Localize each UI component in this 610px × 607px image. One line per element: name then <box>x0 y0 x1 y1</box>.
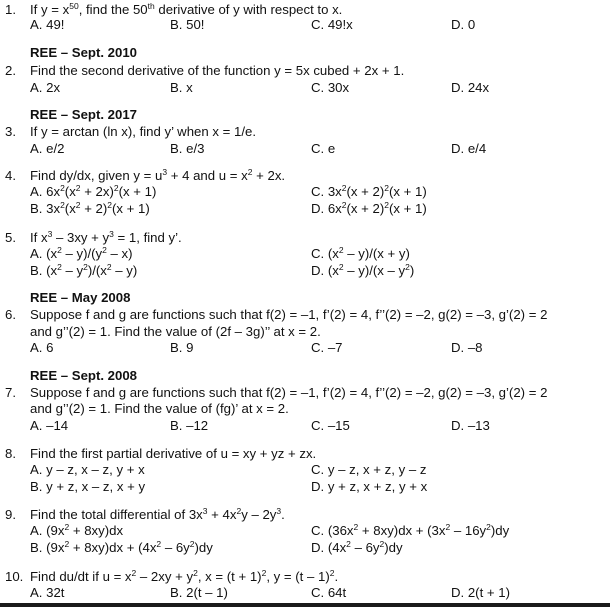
answer-option-a <box>30 141 64 156</box>
superscript: 2 <box>64 539 70 549</box>
answer-option-c <box>311 141 335 156</box>
answer-option-c <box>311 523 509 538</box>
exam-source-heading: REE – May 2008 <box>30 290 131 305</box>
text-run: (x + 1) <box>118 184 157 199</box>
text-run: – 6y <box>161 540 190 555</box>
text-run: – 3xy + y <box>52 230 110 245</box>
superscript: 2 <box>189 539 195 549</box>
text-run: and g’’(2) = 1. Find the value of (2f – 3g)’’ at x = 2. <box>30 324 321 339</box>
answer-option-c <box>311 80 349 95</box>
question-stem <box>30 168 285 183</box>
text-run: (x + 2) <box>346 201 385 216</box>
text-run: – y)/(y <box>61 246 103 261</box>
text-run: )dy <box>490 523 510 538</box>
answer-option-c <box>311 184 427 199</box>
answer-option-b <box>170 141 204 156</box>
text-run: A. 6x <box>30 184 61 199</box>
superscript: 2 <box>384 183 389 193</box>
text-run: B. x <box>170 80 193 95</box>
answer-option-d <box>451 80 489 95</box>
question-stem <box>30 507 285 522</box>
question-number: 2. <box>5 63 16 78</box>
text-run: B. e/3 <box>170 141 205 156</box>
answer-option-b <box>30 540 213 555</box>
answer-option-a <box>30 246 133 261</box>
text-run: D. 2(t + 1) <box>451 585 510 600</box>
answer-option-c <box>311 462 426 477</box>
superscript: 2 <box>379 539 385 549</box>
superscript: 2 <box>486 522 491 532</box>
text-run: D. –8 <box>451 340 483 355</box>
text-run: C. 30x <box>311 80 350 95</box>
superscript: 2 <box>106 262 112 272</box>
text-run: A. –14 <box>30 418 69 433</box>
text-run: C. y – z, x + z, y – z <box>311 462 427 477</box>
text-run: B. 2(t – 1) <box>170 585 228 600</box>
superscript: 3 <box>276 506 282 516</box>
superscript: 3 <box>47 229 53 239</box>
superscript: 2 <box>60 183 65 193</box>
question-stem <box>30 63 404 78</box>
text-run: D. –13 <box>451 418 490 433</box>
exam-source-heading: REE – Sept. 2008 <box>30 368 138 383</box>
text-run: C. e <box>311 141 336 156</box>
text-run: (x <box>64 184 76 199</box>
text-run: + 2x. <box>252 168 286 183</box>
superscript: 2 <box>193 568 198 578</box>
text-run: D. y + z, x + z, y + x <box>311 479 428 494</box>
superscript: 2 <box>341 183 347 193</box>
superscript: 3 <box>162 167 168 177</box>
superscript: 3 <box>202 506 208 516</box>
text-run: B. 9 <box>170 340 194 355</box>
text-run: , y = (t – 1) <box>266 569 330 584</box>
text-run: Suppose f and g are functions such that f(2) = –1, f’(2) = 4, f’’(2) = –2, g(2) = –3, g’(2) = 2 <box>30 385 548 400</box>
text-run: D. (4x <box>311 540 347 555</box>
question-stem <box>30 2 342 17</box>
answer-option-b <box>30 201 150 216</box>
text-run: – y) <box>111 263 138 278</box>
text-run: (x + 1) <box>389 201 427 216</box>
answer-option-b <box>30 479 145 494</box>
answer-option-b <box>170 80 193 95</box>
text-run: (x + 1) <box>112 201 150 216</box>
superscript: 2 <box>113 183 119 193</box>
text-run: . <box>281 507 285 522</box>
text-run: , find the 50 <box>78 2 148 17</box>
answer-option-a <box>30 462 145 477</box>
question-stem <box>30 230 182 245</box>
text-run: Find du/dt if u = x <box>30 569 132 584</box>
text-run: – 2xy + y <box>136 569 194 584</box>
text-run: A. e/2 <box>30 141 65 156</box>
text-run: C. –15 <box>311 418 350 433</box>
text-run: C. 64t <box>311 585 347 600</box>
superscript: 2 <box>338 245 344 255</box>
text-run: D. (x <box>311 263 339 278</box>
answer-option-a <box>30 80 60 95</box>
text-run: + 8xy)dx <box>69 523 124 538</box>
text-run: + 4 and u = x <box>167 168 248 183</box>
superscript: 2 <box>64 522 70 532</box>
answer-option-d <box>451 141 486 156</box>
superscript: 2 <box>75 183 81 193</box>
question-stem-continued <box>30 401 289 416</box>
text-run: – x) <box>106 246 133 261</box>
question-stem <box>30 307 547 322</box>
answer-option-a <box>30 523 123 538</box>
text-run: B. 3x <box>30 201 61 216</box>
question-number: 3. <box>5 124 16 139</box>
answer-option-d <box>311 263 414 278</box>
answer-option-c <box>311 340 343 355</box>
superscript: 2 <box>60 200 65 210</box>
superscript: 2 <box>83 262 88 272</box>
text-run: – y)/(x + y) <box>343 246 410 261</box>
text-run: B. (9x <box>30 540 65 555</box>
text-run: (x + 2) <box>346 184 385 199</box>
superscript: 2 <box>445 522 451 532</box>
superscript: 50 <box>69 1 79 11</box>
text-run: – y)/(x – y <box>343 263 406 278</box>
text-run: )dy <box>194 540 213 555</box>
text-run: + 2) <box>80 201 108 216</box>
text-run: Suppose f and g are functions such that f(2) = –1, f’(2) = 4, f’’(2) = –2, g(2) = –3, g’(2) = 2 <box>30 307 548 322</box>
text-run: If x <box>30 230 48 245</box>
text-run: A. 6 <box>30 340 54 355</box>
text-run: )/(x <box>87 263 107 278</box>
text-run: + 8xy)dx + (3x <box>358 523 446 538</box>
exam-source-heading: REE – Sept. 2010 <box>30 45 138 60</box>
text-run: , x = (t + 1) <box>197 569 262 584</box>
answer-option-a <box>30 418 68 433</box>
bottom-border <box>0 603 610 607</box>
text-run: If y = x <box>30 2 70 17</box>
question-number: 10. <box>5 569 24 584</box>
exam-source-heading: REE – Sept. 2017 <box>30 107 138 122</box>
text-run: = 1, find y’. <box>113 230 182 245</box>
answer-option-d <box>451 585 510 600</box>
superscript: 2 <box>102 245 107 255</box>
superscript: 2 <box>338 262 344 272</box>
question-number: 4. <box>5 168 16 183</box>
superscript: 3 <box>109 229 114 239</box>
text-run: ) <box>409 263 415 278</box>
superscript: 2 <box>156 539 162 549</box>
text-run: )dy <box>384 540 403 555</box>
text-run: A. (x <box>30 246 58 261</box>
text-run: Find the second derivative of the function y = 5x cubed + 2x + 1. <box>30 63 405 78</box>
text-run: Find the total differential of 3x <box>30 507 203 522</box>
answer-option-b <box>170 340 193 355</box>
text-run: B. y + z, x – z, x + y <box>30 479 146 494</box>
answer-option-d <box>311 540 403 555</box>
answer-option-c <box>311 418 350 433</box>
text-run: C. (x <box>311 246 339 261</box>
answer-option-a <box>30 585 64 600</box>
question-number: 9. <box>5 507 16 522</box>
text-run: B. –12 <box>170 418 209 433</box>
text-run: C. 49!x <box>311 17 353 32</box>
superscript: 2 <box>236 506 242 516</box>
answer-option-c <box>311 246 410 261</box>
answer-option-d <box>451 17 475 32</box>
text-run: B. 50! <box>170 17 205 32</box>
answer-option-b <box>170 17 204 32</box>
text-run: + 4x <box>207 507 237 522</box>
superscript: 2 <box>341 200 347 210</box>
question-number: 8. <box>5 446 16 461</box>
answer-option-b <box>30 263 137 278</box>
text-run: A. 2x <box>30 80 61 95</box>
text-run: D. 6x <box>311 201 342 216</box>
text-run: – y <box>61 263 84 278</box>
question-stem <box>30 446 316 461</box>
superscript: 2 <box>247 167 253 177</box>
superscript: 2 <box>131 568 137 578</box>
text-run: D. 0 <box>451 17 476 32</box>
answer-option-c <box>311 585 346 600</box>
text-run: If y = arctan (ln x), find y’ when x = 1/e. <box>30 124 256 139</box>
answer-option-d <box>451 418 490 433</box>
text-run: (x + 1) <box>389 184 427 199</box>
answer-option-c <box>311 17 353 32</box>
superscript: 2 <box>353 522 359 532</box>
answer-option-d <box>311 201 427 216</box>
answer-option-a <box>30 17 64 32</box>
question-stem-continued <box>30 324 321 339</box>
text-run: D. e/4 <box>451 141 487 156</box>
question-stem <box>30 385 547 400</box>
text-run: C. (36x <box>311 523 354 538</box>
question-number: 5. <box>5 230 16 245</box>
superscript: 2 <box>405 262 410 272</box>
text-run: A. 49! <box>30 17 65 32</box>
text-run: D. 24x <box>451 80 490 95</box>
text-run: Find dy/dx, given y = u <box>30 168 163 183</box>
question-number: 7. <box>5 385 16 400</box>
question-stem <box>30 569 338 584</box>
answer-option-b <box>170 418 208 433</box>
text-run: A. y – z, x – z, y + x <box>30 462 145 477</box>
answer-option-d <box>311 479 427 494</box>
superscript: 2 <box>346 539 351 549</box>
superscript: th <box>147 1 155 11</box>
question-number: 1. <box>5 2 16 17</box>
superscript: 2 <box>75 200 81 210</box>
text-run: C. –7 <box>311 340 343 355</box>
answer-option-a <box>30 340 53 355</box>
superscript: 2 <box>57 245 62 255</box>
text-run: A. (9x <box>30 523 65 538</box>
answer-option-b <box>170 585 228 600</box>
superscript: 2 <box>384 200 389 210</box>
text-run: A. 32t <box>30 585 65 600</box>
superscript: 2 <box>261 568 267 578</box>
question-stem <box>30 124 256 139</box>
answer-option-d <box>451 340 483 355</box>
text-run: and g’’(2) = 1. Find the value of (fg)’ at x = 2. <box>30 401 289 416</box>
superscript: 2 <box>57 262 62 272</box>
superscript: 2 <box>329 568 335 578</box>
text-run: + 8xy)dx + (4x <box>69 540 157 555</box>
question-number: 6. <box>5 307 16 322</box>
text-run: (x <box>64 201 76 216</box>
text-run: + 2x) <box>80 184 114 199</box>
text-run: y – 2y <box>241 507 277 522</box>
text-run: Find the first partial derivative of u = xy + yz + zx. <box>30 446 317 461</box>
text-run: – 16y <box>450 523 487 538</box>
superscript: 2 <box>107 200 113 210</box>
text-run: – 6y <box>350 540 380 555</box>
text-run: derivative of y with respect to x. <box>154 2 343 17</box>
answer-option-a <box>30 184 156 199</box>
text-run: C. 3x <box>311 184 342 199</box>
text-run: . <box>334 569 339 584</box>
text-run: B. (x <box>30 263 58 278</box>
